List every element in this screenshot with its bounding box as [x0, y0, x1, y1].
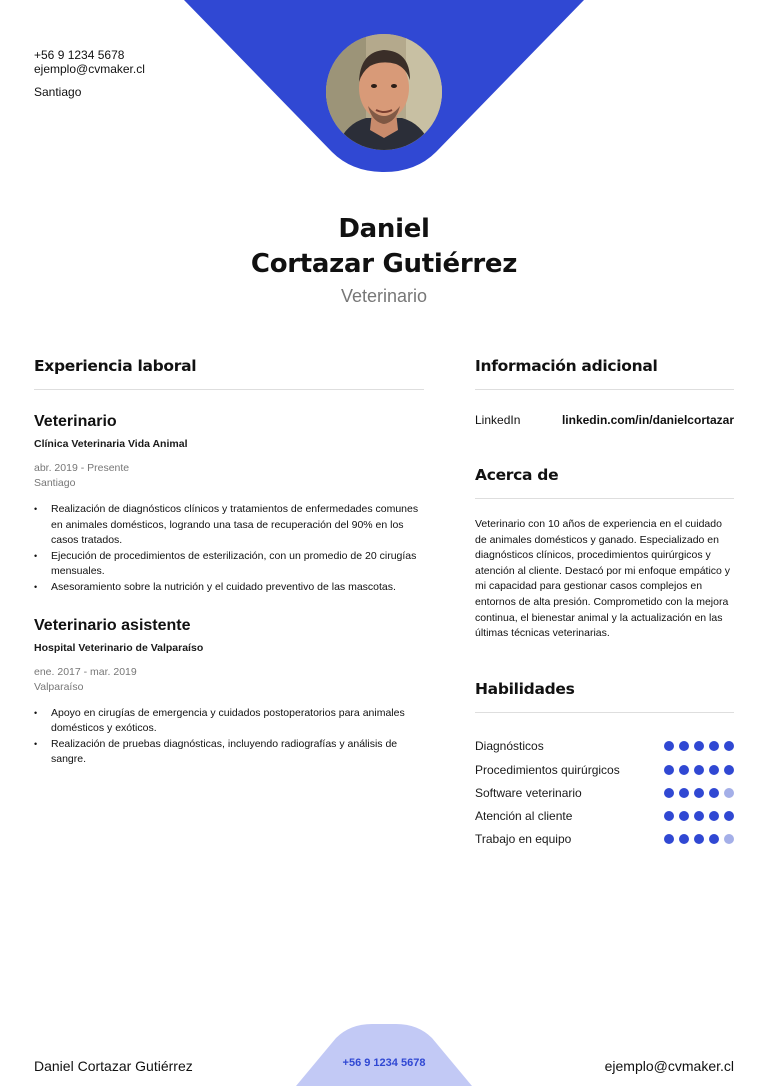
about-divider [475, 498, 734, 499]
contact-info [34, 48, 145, 99]
about-heading: Acerca de [475, 466, 559, 484]
job-role: Veterinario asistente [34, 616, 191, 634]
job-entry [34, 616, 424, 768]
rating-dot-filled [694, 741, 704, 751]
contact-city: Santiago [34, 85, 82, 99]
job-bullet: • Realización de pruebas diagnósticas, incluyendo radiografías y análisis de sangre. [34, 737, 424, 768]
skill-name: Procedimientos quirúrgicos [475, 762, 620, 777]
rating-dot-filled [664, 811, 674, 821]
rating-dot-filled [694, 834, 704, 844]
job-location: Santiago [34, 477, 76, 489]
job-company: Clínica Veterinaria Vida Animal [34, 438, 188, 450]
skill-row [475, 735, 734, 758]
first-name: Daniel [338, 214, 430, 244]
skills-heading: Habilidades [475, 679, 575, 698]
experience-heading: Experiencia laboral [34, 357, 197, 375]
job-location: Valparaíso [34, 680, 84, 693]
name-block [0, 212, 768, 308]
skill-rating [664, 788, 734, 798]
linkedin-label: LinkedIn [475, 413, 521, 427]
rating-dot-filled [724, 811, 734, 821]
rating-dot-filled [694, 765, 704, 775]
skill-name: Software veterinario [475, 785, 582, 800]
skills-divider [475, 712, 734, 713]
rating-dot-filled [709, 765, 719, 775]
additional-info-divider [475, 389, 734, 390]
rating-dot-filled [709, 788, 719, 798]
linkedin-link[interactable]: linkedin.com/in/danielcortazar [561, 413, 734, 427]
rating-dot-empty [724, 788, 734, 798]
footer-name: Daniel Cortazar Gutiérrez [34, 1058, 193, 1074]
rating-dot-filled [709, 741, 719, 751]
rating-dot-filled [724, 765, 734, 775]
skill-name: Diagnósticos [475, 739, 544, 754]
skill-rating [664, 811, 734, 821]
about-text: Veterinario con 10 años de experiencia en el cuidado de animales domésticos y ganado. Especializado en diagnósticos clínicos, procedimientos quirúrgicos y atención al cliente. Destacó por mi enfoque empático y mi capacidad para gestionar casos complejos en entornos de alta presión. Comprometido con la mejora continua, el bienestar animal y la actualización en las últimas técnicas veterinarias. [475, 518, 731, 640]
skill-row [475, 781, 734, 804]
rating-dot-filled [664, 834, 674, 844]
footer-email: ejemplo@cvmaker.cl [604, 1058, 734, 1074]
profile-title: Veterinario [340, 286, 428, 306]
job-entry [34, 412, 424, 596]
job-bullets [34, 706, 424, 768]
contact-email: ejemplo@cvmaker.cl [34, 62, 145, 76]
profile-photo [326, 34, 442, 150]
job-role: Veterinario [34, 413, 117, 430]
linkedin-row [475, 412, 734, 428]
footer-decoration [0, 1020, 768, 1086]
skill-rating [664, 834, 734, 844]
job-bullet: • Apoyo en cirugías de emergencia y cuidados postoperatorios para animales domésticos y exóticos. [34, 706, 424, 737]
sidebar-column [475, 355, 734, 851]
additional-info-heading: Información adicional [475, 357, 658, 375]
job-bullet: • Asesoramiento sobre la nutrición y el cuidado preventivo de las mascotas. [34, 580, 424, 596]
skills-list [475, 735, 734, 851]
rating-dot-filled [679, 741, 689, 751]
rating-dot-filled [664, 765, 674, 775]
rating-dot-filled [664, 741, 674, 751]
rating-dot-filled [679, 765, 689, 775]
rating-dot-filled [679, 834, 689, 844]
contact-phone: +56 9 1234 5678 [34, 48, 125, 62]
experience-column [34, 355, 424, 768]
rating-dot-filled [709, 834, 719, 844]
job-dates: ene. 2017 - mar. 2019 [34, 665, 137, 678]
skill-rating [664, 765, 734, 775]
skill-name: Trabajo en equipo [475, 832, 572, 847]
rating-dot-filled [694, 788, 704, 798]
rating-dot-filled [724, 741, 734, 751]
rating-dot-filled [679, 811, 689, 821]
last-name: Cortazar Gutiérrez [250, 249, 518, 279]
skill-row [475, 804, 734, 827]
job-company: Hospital Veterinario de Valparaíso [34, 641, 204, 654]
footer [0, 1020, 768, 1086]
experience-divider [34, 389, 424, 390]
job-dates: abr. 2019 - Presente [34, 462, 130, 474]
skill-row [475, 828, 734, 851]
job-bullet: • Ejecución de procedimientos de esterilización, con un promedio de 20 cirugías mensuales. [34, 549, 424, 580]
skill-rating [664, 741, 734, 751]
skill-name: Atención al cliente [475, 808, 573, 823]
rating-dot-empty [724, 834, 734, 844]
rating-dot-filled [694, 811, 704, 821]
rating-dot-filled [709, 811, 719, 821]
job-bullets [34, 502, 424, 596]
rating-dot-filled [664, 788, 674, 798]
footer-phone: +56 9 1234 5678 [342, 1057, 426, 1069]
job-bullet: • Realización de diagnósticos clínicos y tratamientos de enfermedades comunes en animales domésticos, logrando una tasa de recuperación del 90% en los casos tratados. [34, 502, 424, 549]
rating-dot-filled [679, 788, 689, 798]
skill-row [475, 758, 734, 781]
